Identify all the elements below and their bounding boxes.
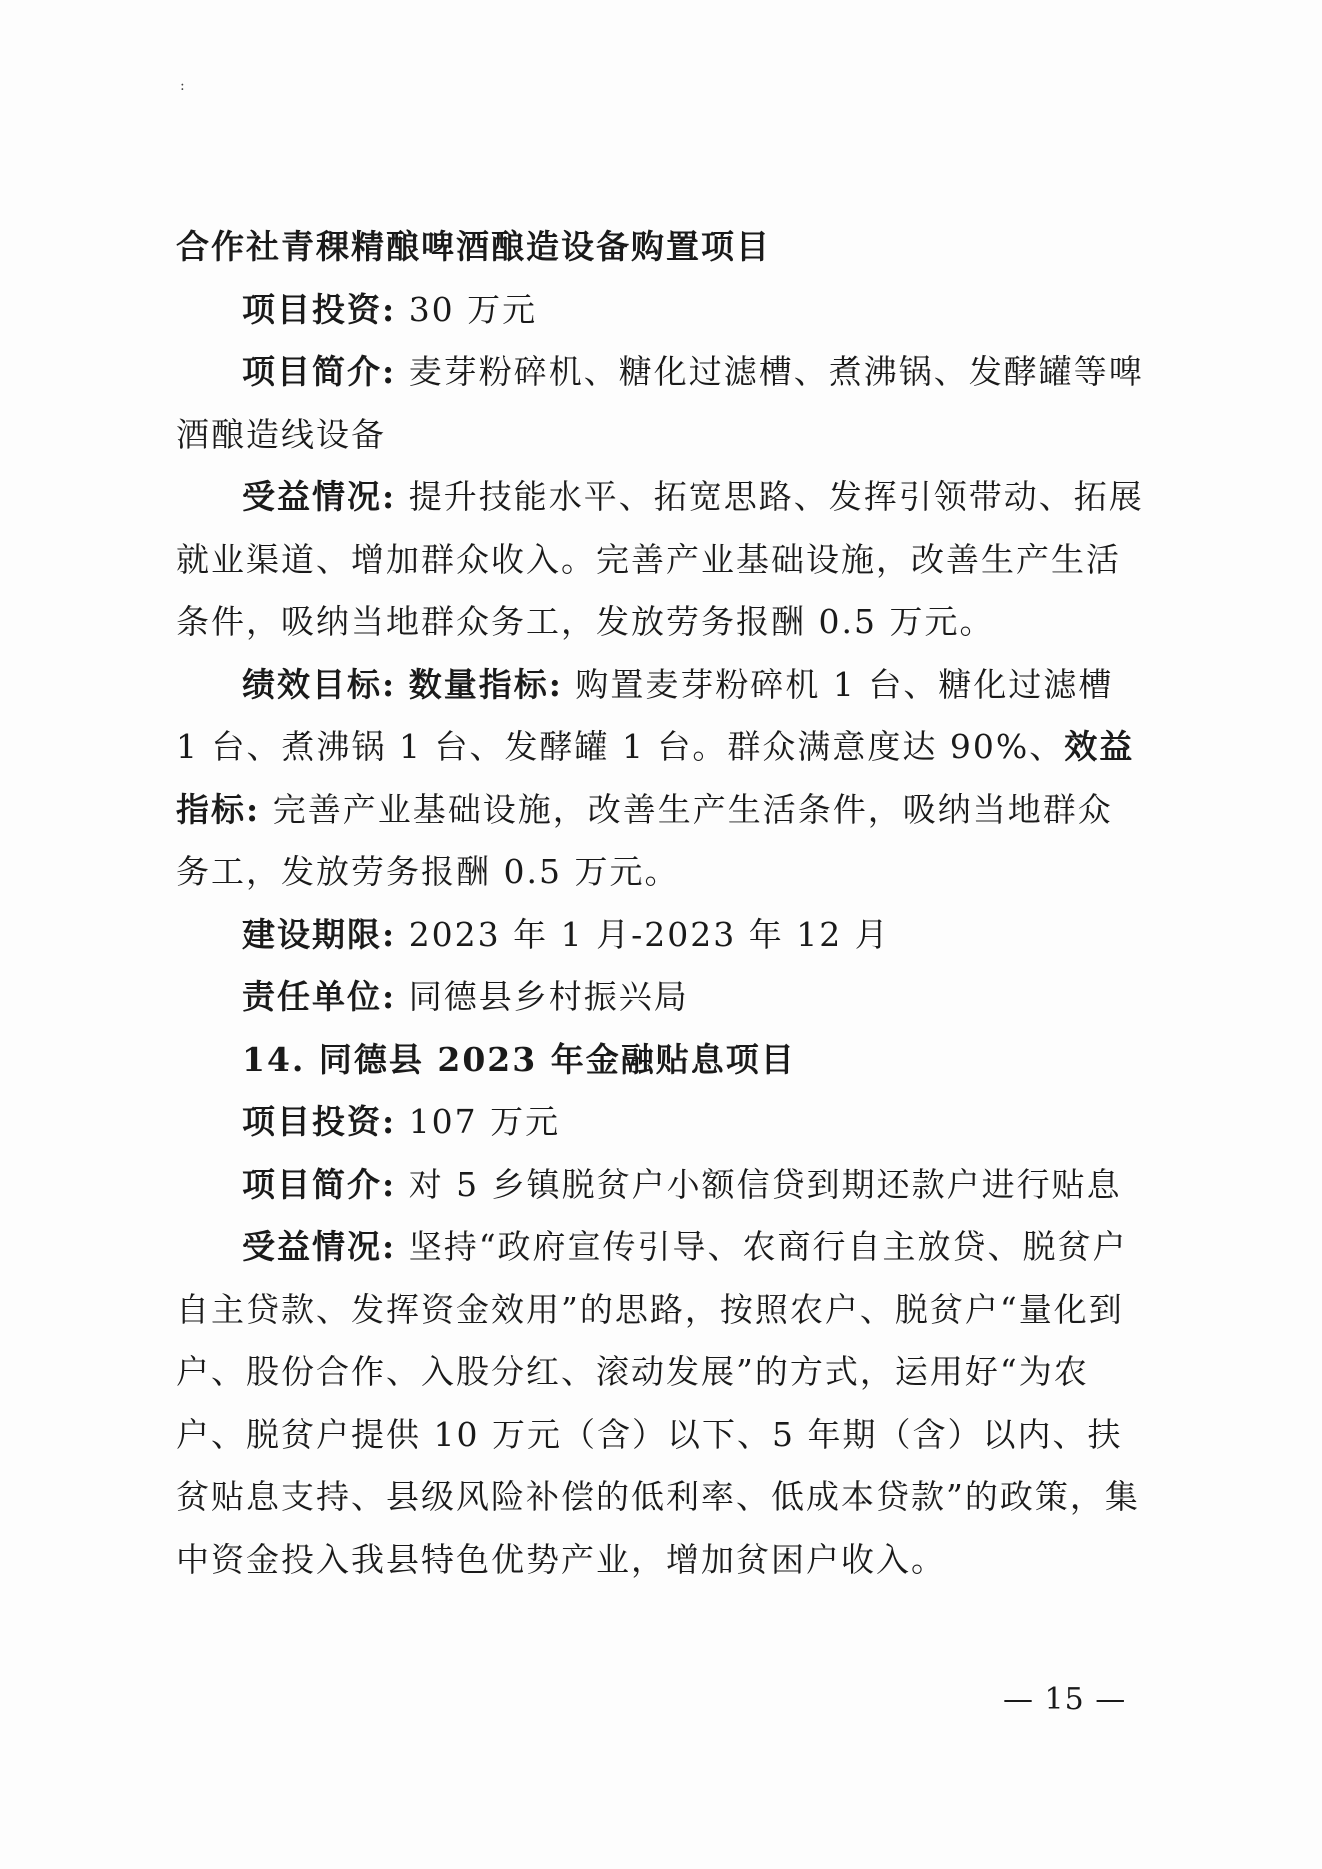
section1-period-label: 建设期限:	[242, 914, 397, 954]
section1-unit-value: 同德县乡村振兴局	[408, 977, 689, 1016]
section1-investment	[176, 279, 1146, 342]
section1-benefit-label: 受益情况:	[242, 477, 397, 516]
section1-effect-value: 完善产业基础设施，改善生产生活条件，吸纳当地群众务工，发放劳务报酬 0.5 万元。	[176, 789, 1113, 891]
section1-intro	[176, 341, 1146, 466]
section1-unit-label: 责任单位:	[242, 977, 397, 1016]
section1-period-value: 2023 年 1 月-2023 年 12 月	[408, 914, 890, 954]
section1-investment-value: 30 万元	[408, 289, 538, 329]
section2-intro-value: 对 5 乡镇脱贫户小额信贷到期还款户进行贴息	[408, 1164, 1122, 1204]
section1-period	[176, 904, 1146, 967]
section1-goal	[176, 654, 1146, 904]
section1-benefit-value: 提升技能水平、拓宽思路、发挥引领带动、拓展就业渠道、增加群众收入。完善产业基础设施，改善生产生活条件，吸纳当地群众务工，发放劳务报酬 0.5 万元。	[176, 477, 1144, 641]
section2-title: 14. 同德县 2023 年金融贴息项目	[242, 1039, 796, 1079]
section2-investment	[176, 1091, 1146, 1154]
section2-intro-label: 项目简介:	[242, 1164, 397, 1204]
section1-intro-label: 项目简介:	[242, 352, 397, 391]
section1-goal-label: 绩效目标:	[242, 664, 397, 704]
section1-effect-label: 效益指标:	[176, 727, 1135, 829]
section2-intro	[176, 1154, 1146, 1217]
section1-unit	[176, 966, 1146, 1029]
section1-title: 合作社青稞精酿啤酒酿造设备购置项目	[176, 227, 771, 266]
section2-investment-label: 项目投资:	[242, 1102, 397, 1141]
section1-quantity-value: 购置麦芽粉碎机 1 台、糖化过滤槽 1 台、煮沸锅 1 台、发酵罐 1 台。群众满意度达 90%、	[176, 664, 1114, 766]
section1-benefit	[176, 466, 1146, 654]
section2-investment-value: 107 万元	[408, 1102, 561, 1141]
document-body	[176, 216, 1146, 1591]
section2-benefit-value: 坚持“政府宣传引导、农商行自主放贷、脱贫户自主贷款、发挥资金效用”的思路，按照农户、脱贫户“量化到户、股份合作、入股分红、滚动发展”的方式，运用好“为农户、脱贫户提供 10 万元（含）以下、5 年期（含）以内、扶贫贴息支持、县级风险补偿的低利率、低成本贷款”的政策，集中资金投入我县特色优势产业，增加贫困户收入。	[176, 1227, 1140, 1579]
section2-benefit-label: 受益情况:	[242, 1227, 397, 1266]
page-mark: :	[180, 78, 185, 94]
section1-investment-label: 项目投资:	[242, 289, 397, 329]
section2-benefit	[176, 1216, 1146, 1591]
page-number: — 15 —	[1003, 1682, 1127, 1717]
section1-intro-value: 麦芽粉碎机、糖化过滤槽、煮沸锅、发酵罐等啤酒酿造线设备	[176, 352, 1144, 454]
section1-quantity-label: 数量指标:	[408, 664, 563, 704]
